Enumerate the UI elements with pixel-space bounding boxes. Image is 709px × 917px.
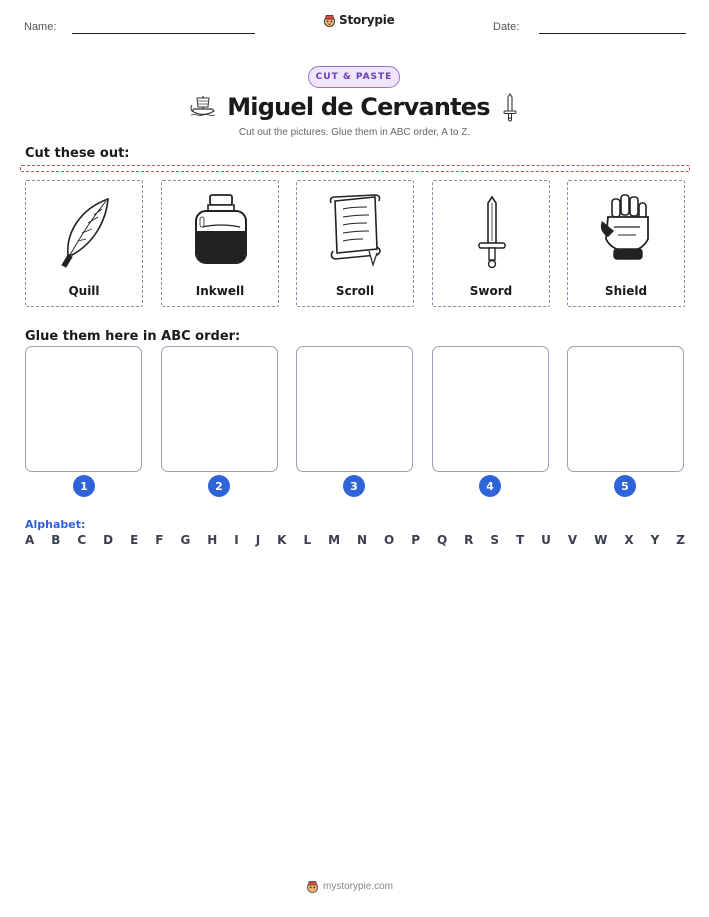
glue-box-3[interactable] xyxy=(296,346,413,472)
footer-url: mystorypie.com xyxy=(323,881,394,892)
alphabet-letter: G xyxy=(180,533,191,547)
glue-box-1[interactable] xyxy=(25,346,142,472)
instructions: Cut out the pictures. Glue them in ABC order, A to Z. xyxy=(238,127,471,138)
alphabet-letter: C xyxy=(77,533,87,547)
card-label: Quill xyxy=(68,284,100,298)
alphabet-row xyxy=(25,533,685,547)
sword-icon xyxy=(457,191,527,271)
number-badge-2: 2 xyxy=(208,475,230,497)
brand-name: Storypie xyxy=(339,13,395,27)
number-badge-1: 1 xyxy=(73,475,95,497)
alphabet-letter: P xyxy=(411,533,420,547)
alphabet-letter: V xyxy=(567,533,578,547)
gauntlet-icon xyxy=(592,191,662,271)
footer xyxy=(306,880,393,893)
title-row xyxy=(150,92,559,124)
glue-section-label: Glue them here in ABC order: xyxy=(25,329,241,344)
alphabet-letter: Z xyxy=(676,533,685,547)
card-shield[interactable] xyxy=(567,180,685,307)
cut-line[interactable] xyxy=(20,165,690,172)
dagger-icon xyxy=(500,92,520,122)
alphabet-letter: W xyxy=(594,533,608,547)
card-label: Inkwell xyxy=(195,284,245,298)
inkwell-icon xyxy=(186,191,256,271)
card-inkwell[interactable] xyxy=(161,180,279,307)
number-badge-3: 3 xyxy=(343,475,365,497)
alphabet-letter: E xyxy=(130,533,139,547)
viking-ship-icon xyxy=(189,93,217,121)
alphabet-letter: L xyxy=(303,533,312,547)
number-badge-5: 5 xyxy=(614,475,636,497)
alphabet-letter: M xyxy=(328,533,341,547)
glue-box-5[interactable] xyxy=(567,346,684,472)
alphabet-letter: U xyxy=(541,533,551,547)
alphabet-letter: H xyxy=(207,533,218,547)
cut-section-label: Cut these out: xyxy=(25,146,130,161)
name-line xyxy=(72,33,255,34)
number-badge-4: 4 xyxy=(479,475,501,497)
card-label: Shield xyxy=(604,284,648,298)
storypie-mascot-icon xyxy=(323,14,336,27)
alphabet-letter: Y xyxy=(650,533,660,547)
alphabet-letter: R xyxy=(464,533,474,547)
glue-box-2[interactable] xyxy=(161,346,278,472)
activity-badge: CUT & PASTE xyxy=(308,66,400,88)
alphabet-letter: X xyxy=(624,533,634,547)
storypie-mascot-icon xyxy=(306,880,319,893)
card-label: Sword xyxy=(469,284,513,298)
page-title: Miguel de Cervantes xyxy=(227,93,490,121)
alphabet-letter: F xyxy=(155,533,164,547)
card-label: Scroll xyxy=(335,284,375,298)
alphabet-letter: O xyxy=(384,533,395,547)
card-quill[interactable] xyxy=(25,180,143,307)
date-label: Date: xyxy=(493,21,520,33)
alphabet-label: Alphabet: xyxy=(25,518,86,531)
date-line xyxy=(539,33,686,34)
alphabet-letter: J xyxy=(255,533,261,547)
quill-icon xyxy=(50,191,120,271)
alphabet-letter: Q xyxy=(436,533,448,547)
name-label: Name: xyxy=(24,21,57,33)
alphabet-letter: B xyxy=(51,533,61,547)
scroll-icon xyxy=(321,191,391,271)
alphabet-letter: S xyxy=(490,533,499,547)
alphabet-letter: D xyxy=(103,533,114,547)
card-scroll[interactable] xyxy=(296,180,414,307)
alphabet-letter: K xyxy=(277,533,287,547)
alphabet-letter: N xyxy=(357,533,368,547)
glue-box-4[interactable] xyxy=(432,346,549,472)
alphabet-letter: I xyxy=(234,533,239,547)
alphabet-letter: A xyxy=(25,533,35,547)
card-sword[interactable] xyxy=(432,180,550,307)
brand-logo xyxy=(323,13,395,27)
alphabet-letter: T xyxy=(515,533,525,547)
